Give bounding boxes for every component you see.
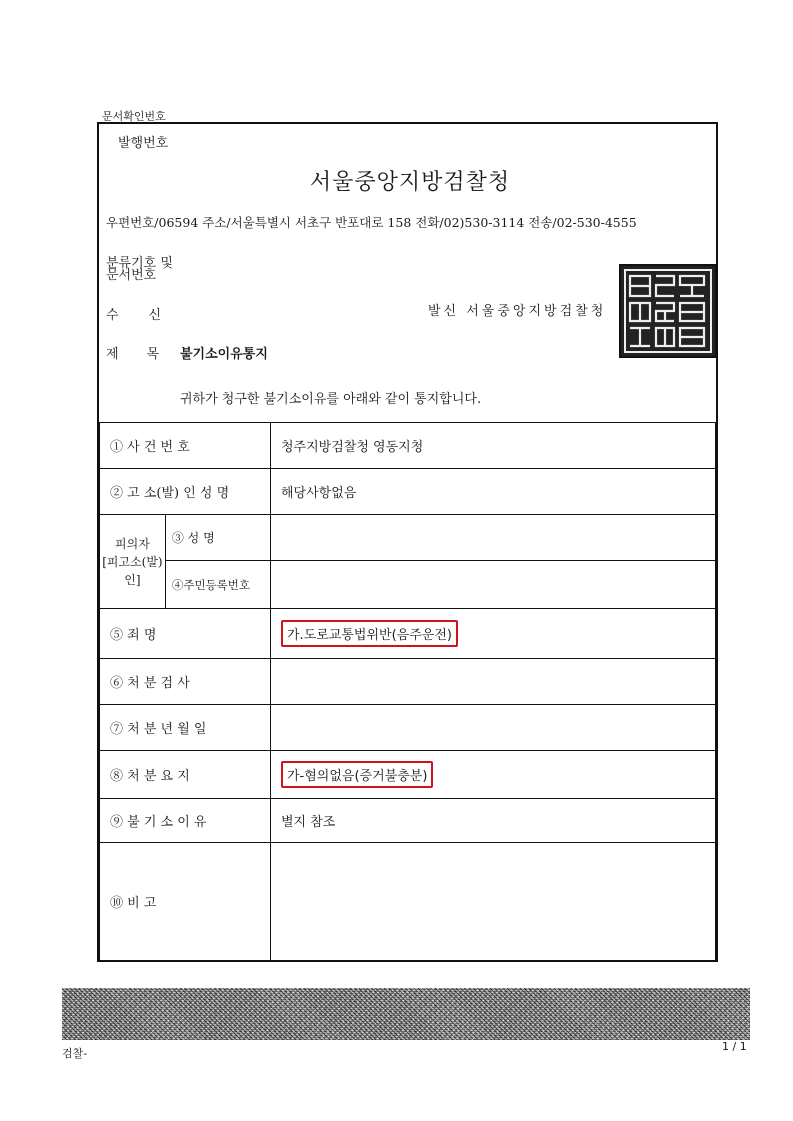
case-number-value: 청주지방검찰청 영동지청 bbox=[271, 423, 716, 469]
disposition-label: ⑧ 처 분 요 지 bbox=[100, 751, 271, 799]
suspect-id-value bbox=[271, 561, 716, 609]
suspect-name-label: ③ 성 명 bbox=[165, 515, 270, 561]
table-row bbox=[100, 469, 716, 515]
table-row bbox=[100, 705, 716, 751]
prosecutor-label: ⑥ 처 분 검 사 bbox=[100, 659, 271, 705]
disposition-cell bbox=[271, 751, 716, 799]
table-row bbox=[100, 561, 716, 609]
table-row bbox=[100, 423, 716, 469]
charge-value: 가.도로교통법위반(음주운전) bbox=[281, 620, 458, 647]
notice-table bbox=[99, 422, 716, 961]
recipient-label: 수신 bbox=[106, 308, 192, 323]
table-row bbox=[100, 609, 716, 659]
classification-label-line1: 분류기호 및 bbox=[106, 256, 173, 271]
complainant-label: ② 고 소(발) 인 성 명 bbox=[100, 469, 271, 515]
table-row bbox=[100, 515, 716, 561]
disposition-value: 가-혐의없음(증거불충분) bbox=[281, 761, 433, 788]
suspect-group-line1: 피의자 bbox=[115, 536, 150, 551]
suspect-group-label bbox=[100, 515, 166, 609]
subject: 불기소이유통지 bbox=[180, 347, 268, 362]
classification-label-line2: 문서번호 bbox=[106, 268, 157, 283]
address-line: 우편번호/06594 주소/서울특별시 서초구 반포대로 158 전화/02)530-3114 전송/02-530-4555 bbox=[106, 215, 637, 230]
agency-title: 서울중앙지방검찰청 bbox=[309, 170, 511, 195]
subject-label: 제목 bbox=[106, 347, 188, 362]
disposition-date-label: ⑦ 처 분 년 월 일 bbox=[100, 705, 271, 751]
table-row bbox=[100, 751, 716, 799]
table-row bbox=[100, 799, 716, 843]
prosecutor-value bbox=[271, 659, 716, 705]
disposition-date-value bbox=[271, 705, 716, 751]
suspect-name-value bbox=[271, 515, 716, 561]
reason-label: ⑨ 불 기 소 이 유 bbox=[100, 799, 271, 843]
reason-value: 별지 참조 bbox=[271, 799, 716, 843]
intro-sentence: 귀하가 청구한 불기소이유를 아래와 같이 통지합니다. bbox=[180, 392, 482, 407]
redacted-barcode-strip bbox=[62, 988, 750, 1040]
remarks-value bbox=[271, 843, 716, 961]
sender: 발신 서울중앙지방검찰청 bbox=[428, 304, 607, 319]
remarks-label: ⑩ 비 고 bbox=[100, 843, 271, 961]
table-row bbox=[100, 843, 716, 961]
issue-number-label: 발행번호 bbox=[118, 136, 169, 151]
charge-label: ⑤ 죄 명 bbox=[100, 609, 271, 659]
page-number: 1 / 1 bbox=[722, 1040, 747, 1053]
suspect-id-label: ④주민등록번호 bbox=[165, 561, 270, 609]
charge-cell bbox=[271, 609, 716, 659]
complainant-value: 해당사항없음 bbox=[271, 469, 716, 515]
footer-label: 검찰- bbox=[62, 1047, 88, 1060]
table-row bbox=[100, 659, 716, 705]
suspect-group-line2: [피고소(발)인] bbox=[102, 554, 163, 587]
document-confirm-number-label: 문서확인번호 bbox=[102, 110, 166, 123]
case-number-label: ① 사 건 번 호 bbox=[100, 423, 271, 469]
official-seal bbox=[619, 264, 717, 358]
